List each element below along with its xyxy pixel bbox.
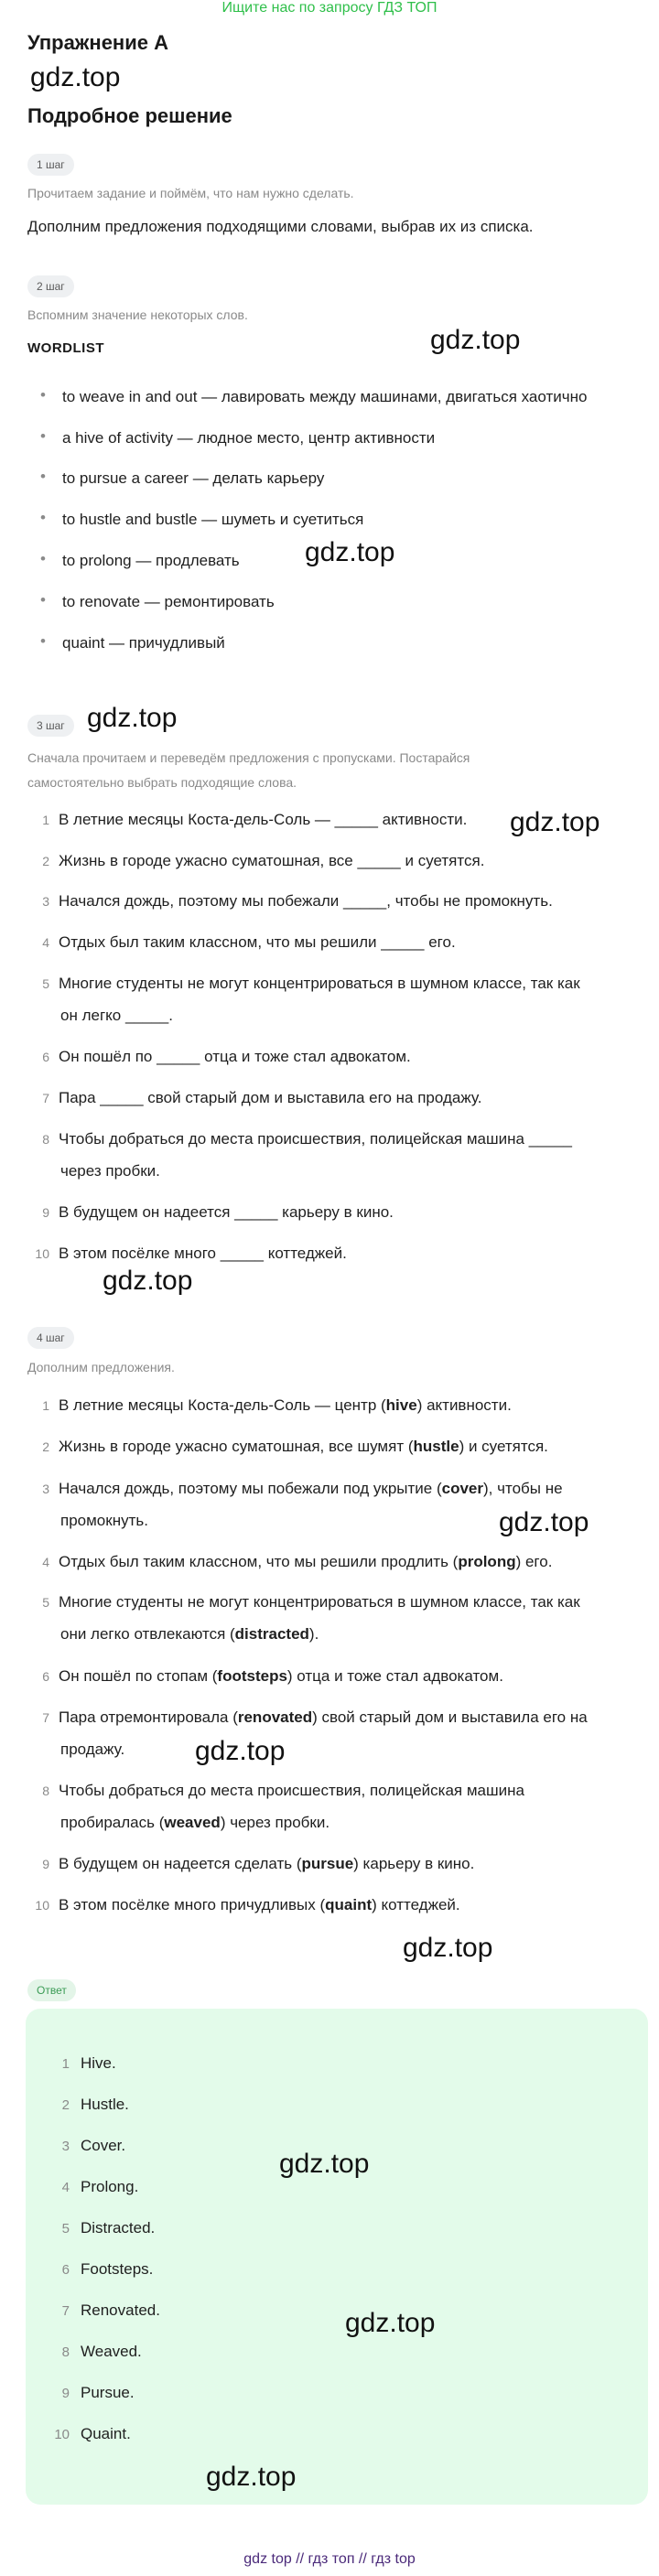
footer-links[interactable]: gdz top // гдз топ // гдз top [243, 2551, 416, 2567]
step-3-hint: Сначала прочитаем и переведём предложения с пропусками. Постарайся [27, 750, 470, 765]
step-1-hint: Прочитаем задание и поймём, что нам нужно сделать. [27, 186, 354, 200]
gap-sentence: Многие студенты не могут концентрироваться в шумном классе, так как [59, 975, 580, 992]
gap-sentence: В этом посёлке много _____ коттеджей. [59, 1245, 347, 1262]
wordlist-item: to prolong — продлевать [62, 552, 240, 569]
wordlist-item: to pursue a career — делать карьеру [62, 469, 325, 487]
gap-sentence: Пара _____ свой старый дом и выставила его на продажу. [59, 1089, 482, 1106]
answer-number: 4 [61, 2180, 70, 2195]
answer-word: hustle [413, 1438, 459, 1455]
item-number: 8 [42, 1132, 49, 1147]
watermark: gdz.top [30, 62, 121, 92]
answer-word: weaved [164, 1814, 221, 1831]
answer-number: 2 [61, 2097, 70, 2113]
sentence-text: они легко отвлекаются ( [60, 1625, 235, 1643]
wordlist-item: to weave in and out — лавировать между машинами, двигаться хаотично [62, 388, 588, 405]
answer-item: Weaved. [81, 2343, 142, 2360]
filled-sentence [59, 1782, 524, 1800]
watermark: gdz.top [345, 2308, 436, 2338]
sentence-text: ) его. [515, 1553, 553, 1570]
item-number: 4 [42, 935, 49, 950]
answer-number: 8 [61, 2344, 70, 2360]
filled-sentence [60, 1814, 330, 1832]
answer-word: footsteps [217, 1667, 287, 1685]
gap-sentence: Он пошёл по _____ отца и тоже стал адвокатом. [59, 1048, 411, 1065]
answer-number: 5 [61, 2221, 70, 2236]
sentence-text: Многие студенты не могут концентрироваться в шумном классе, так как [59, 1593, 580, 1611]
item-number: 1 [42, 1398, 49, 1413]
step-1-text: Дополним предложения подходящими словами, выбрав их из списка. [27, 218, 534, 235]
watermark: gdz.top [403, 1933, 493, 1963]
sentence-text: Начался дождь, поэтому мы побежали под укрытие ( [59, 1480, 442, 1497]
bullet-icon: • [40, 591, 46, 609]
filled-sentence [59, 1667, 503, 1686]
answer-number: 7 [61, 2303, 70, 2319]
watermark: gdz.top [499, 1507, 589, 1537]
item-number: 3 [42, 894, 49, 909]
wordlist-heading: WORDLIST [27, 340, 104, 356]
filled-sentence [59, 1896, 460, 1914]
wordlist-item: quaint — причудливый [62, 634, 225, 652]
answer-item: Cover. [81, 2137, 126, 2154]
sentence-text: продажу. [60, 1741, 125, 1758]
answer-chip: Ответ [27, 1979, 76, 2001]
gap-sentence: Чтобы добраться до места происшествия, полицейская машина _____ [59, 1130, 572, 1148]
item-number: 10 [35, 1246, 49, 1261]
answer-word: hive [385, 1396, 417, 1414]
sentence-text: ) отца и тоже стал адвокатом. [286, 1667, 503, 1685]
item-number: 10 [35, 1898, 49, 1913]
answer-word: renovated [237, 1708, 313, 1726]
item-number: 6 [42, 1050, 49, 1064]
watermark: gdz.top [510, 807, 600, 837]
bullet-icon: • [40, 550, 46, 567]
sentence-text: Он пошёл по стопам ( [59, 1667, 218, 1685]
answer-word: prolong [458, 1553, 516, 1570]
wordlist-item: a hive of activity — людное место, центр активности [62, 429, 436, 447]
answer-item: Hustle. [81, 2096, 129, 2113]
item-number: 9 [42, 1205, 49, 1220]
item-number: 7 [42, 1091, 49, 1105]
sentence-text: ). [308, 1625, 319, 1643]
filled-sentence [59, 1438, 548, 1456]
answer-item: Hive. [81, 2054, 116, 2072]
step-3-chip: 3 шаг [27, 715, 74, 737]
watermark: gdz.top [279, 2149, 370, 2179]
item-number: 5 [42, 1595, 49, 1610]
wordlist-item: to renovate — ремонтировать [62, 593, 275, 610]
gap-sentence: Отдых был таким классном, что мы решили _____ его. [59, 933, 456, 951]
answer-number: 3 [61, 2139, 70, 2154]
bullet-icon: • [40, 509, 46, 526]
sentence-text: Чтобы добраться до места происшествия, полицейская машина [59, 1782, 524, 1799]
watermark: gdz.top [305, 537, 395, 567]
sentence-text: пробиралась ( [60, 1814, 165, 1831]
sentence-text: Пара отремонтировала ( [59, 1708, 238, 1726]
item-number: 4 [42, 1555, 49, 1569]
page-title: Упражнение A [27, 31, 168, 54]
step-4-chip: 4 шаг [27, 1327, 74, 1349]
filled-sentence [59, 1708, 588, 1727]
answer-word: distracted [234, 1625, 309, 1643]
step-4-hint: Дополним предложения. [27, 1360, 175, 1374]
sentence-text: В будущем он надеется сделать ( [59, 1855, 302, 1872]
item-number: 2 [42, 854, 49, 868]
watermark: gdz.top [430, 325, 521, 355]
step-1-chip: 1 шаг [27, 154, 74, 176]
filled-sentence [59, 1593, 580, 1611]
item-number: 1 [42, 813, 49, 827]
bullet-icon: • [40, 468, 46, 485]
filled-sentence [59, 1396, 512, 1415]
wordlist-item: to hustle and bustle — шуметь и суетиться [62, 511, 364, 528]
gap-sentence: Жизнь в городе ужасно суматошная, все _____ и суетятся. [59, 852, 485, 869]
sentence-text: Жизнь в городе ужасно суматошная, все шумят ( [59, 1438, 414, 1455]
sentence-text: ) свой старый дом и выставила его на [312, 1708, 588, 1726]
step-2-chip: 2 шаг [27, 275, 74, 297]
gap-sentence: он легко _____. [60, 1007, 173, 1024]
gap-sentence: В летние месяцы Коста-дель-Соль — _____ активности. [59, 811, 468, 828]
item-number: 6 [42, 1669, 49, 1684]
sentence-text: В этом посёлке много причудливых ( [59, 1896, 326, 1913]
answer-number: 9 [61, 2386, 70, 2401]
gap-sentence: В будущем он надеется _____ карьеру в кино. [59, 1203, 394, 1221]
sentence-text: В летние месяцы Коста-дель-Соль — центр ( [59, 1396, 386, 1414]
answer-word: cover [441, 1480, 484, 1497]
sentence-text: промокнуть. [60, 1512, 148, 1529]
watermark: gdz.top [206, 2462, 297, 2492]
watermark: gdz.top [87, 703, 178, 733]
bullet-icon: • [40, 386, 46, 404]
answer-item: Distracted. [81, 2219, 156, 2236]
item-number: 2 [42, 1439, 49, 1454]
item-number: 9 [42, 1857, 49, 1871]
filled-sentence [60, 1512, 148, 1530]
answer-item: Pursue. [81, 2384, 135, 2401]
top-banner[interactable]: Ищите нас по запросу ГДЗ ТОП [221, 0, 438, 16]
step-2-hint: Вспомним значение некоторых слов. [27, 307, 248, 322]
filled-sentence [59, 1553, 552, 1571]
filled-sentence [59, 1855, 474, 1873]
answer-number: 10 [54, 2427, 70, 2442]
bullet-icon: • [40, 427, 46, 445]
answer-item: Prolong. [81, 2178, 139, 2195]
sentence-text: ) через пробки. [220, 1814, 330, 1831]
answer-item: Footsteps. [81, 2260, 154, 2278]
item-number: 8 [42, 1784, 49, 1798]
filled-sentence [60, 1625, 319, 1644]
sentence-text: ) и суетятся. [459, 1438, 548, 1455]
answer-item: Renovated. [81, 2301, 160, 2319]
sentence-text: ) коттеджей. [372, 1896, 460, 1913]
answer-item: Quaint. [81, 2425, 131, 2442]
solution-heading: Подробное решение [27, 104, 232, 127]
bullet-icon: • [40, 632, 46, 650]
answer-word: quaint [325, 1896, 373, 1913]
answer-word: pursue [301, 1855, 354, 1872]
step-3-hint-cont: самостоятельно выбрать подходящие слова. [27, 775, 297, 790]
item-number: 5 [42, 976, 49, 991]
gap-sentence: Начался дождь, поэтому мы побежали _____, чтобы не промокнуть. [59, 892, 553, 910]
sentence-text: ), чтобы не [483, 1480, 563, 1497]
filled-sentence [59, 1480, 563, 1498]
item-number: 3 [42, 1482, 49, 1496]
watermark: gdz.top [103, 1266, 193, 1296]
answer-number: 6 [61, 2262, 70, 2278]
gap-sentence: через пробки. [60, 1162, 160, 1180]
watermark: gdz.top [195, 1736, 286, 1766]
sentence-text: ) карьеру в кино. [353, 1855, 475, 1872]
item-number: 7 [42, 1710, 49, 1725]
sentence-text: Отдых был таким классном, что мы решили продлить ( [59, 1553, 459, 1570]
sentence-text: ) активности. [416, 1396, 512, 1414]
answer-number: 1 [61, 2056, 70, 2072]
filled-sentence [60, 1741, 124, 1759]
